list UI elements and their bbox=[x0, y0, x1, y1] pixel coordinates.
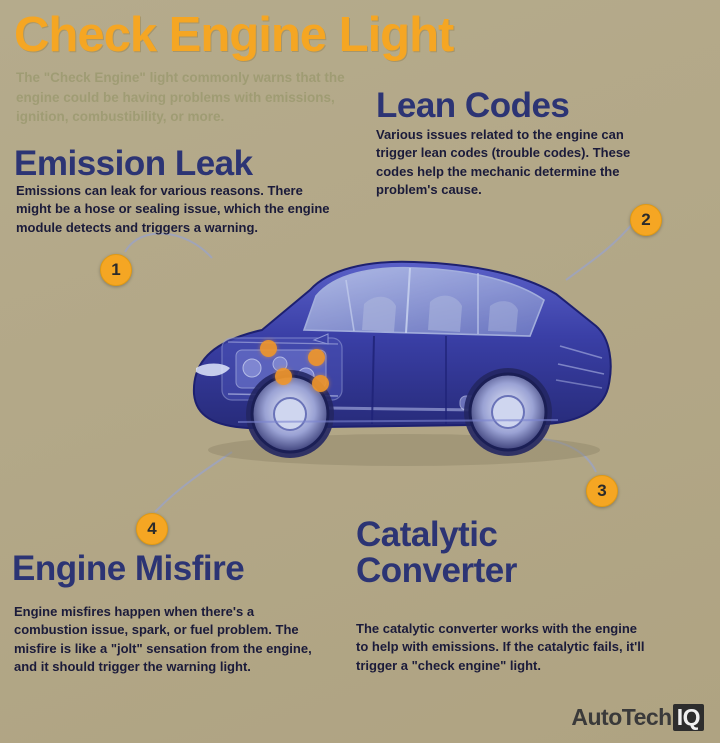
engine-hotspot-4 bbox=[312, 375, 329, 392]
section-heading-catalytic-converter: Catalytic Converter bbox=[356, 515, 517, 590]
section-body-catalytic-converter: The catalytic converter works with the engine to help with emissions. If the catalytic fails, it'll trigger a "check engine" light. bbox=[356, 621, 645, 673]
page-subtitle: The "Check Engine" light commonly warns that the engine could be having problems with emissions, ignition, combustibility, or more. bbox=[16, 70, 345, 125]
engine-hotspot-1 bbox=[260, 340, 277, 357]
page-title: Check Engine Light bbox=[14, 8, 454, 62]
badge-2: 2 bbox=[630, 204, 662, 236]
section-body-engine-misfire: Engine misfires happen when there's a combustion issue, spark, or fuel problem. The misfire is like a "jolt" sensation from the engine, and it should trigger the warning light. bbox=[14, 604, 312, 675]
section-heading-emission-leak: Emission Leak bbox=[14, 144, 253, 183]
brand-logo bbox=[571, 704, 704, 731]
section-body-emission-leak: Emissions can leak for various reasons. There might be a hose or sealing issue, which the engine module detects and triggers a warning. bbox=[16, 183, 330, 235]
cutaway-car-illustration bbox=[178, 218, 620, 470]
badge-1: 1 bbox=[100, 254, 132, 286]
section-heading-engine-misfire: Engine Misfire bbox=[12, 549, 245, 588]
brand-logo-badge: IQ bbox=[673, 704, 704, 731]
engine-hotspot-2 bbox=[308, 349, 325, 366]
engine-hotspot-3 bbox=[275, 368, 292, 385]
badge-4: 4 bbox=[136, 513, 168, 545]
section-heading-lean-codes: Lean Codes bbox=[376, 86, 570, 125]
badge-3: 3 bbox=[586, 475, 618, 507]
section-body-lean-codes: Various issues related to the engine can trigger lean codes (trouble codes). These codes help the mechanic determine the problem's cause. bbox=[376, 127, 631, 198]
brand-logo-text: AutoTech bbox=[571, 704, 672, 730]
